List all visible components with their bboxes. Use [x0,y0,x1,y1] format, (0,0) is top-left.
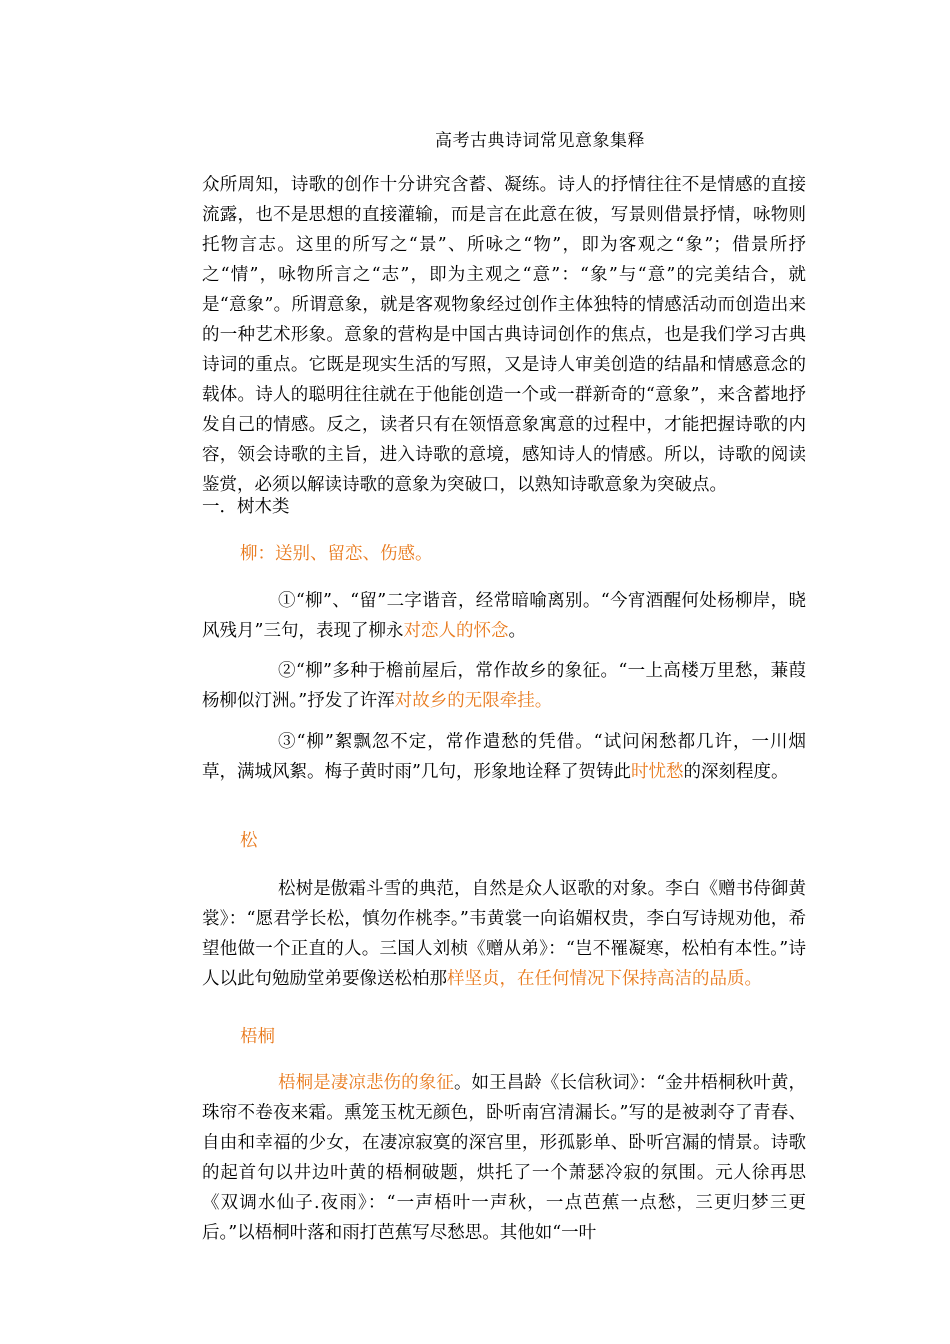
liu-p3-end: 的深刻程度。 [683,762,789,782]
liu-p3-text: ③“柳”絮飘忽不定，常作遣愁的凭借。“试问闲愁都几许，一川烟草，满城风絮。梅子黄时雨”几句，形象地诠释了贺铸此 [202,732,806,782]
song-text: 松树是傲霜斗雪的典范，自然是众人讴歌的对象。李白《赠书侍御黄裳》：“愿君学长松，慎勿作桃李。”韦黄裳一向谄媚权贵，李白写诗规劝他，希望他做一个正直的人。三国人刘桢《赠从弟》：“岂不罹凝寒，松柏有本性。”诗人以此句勉励堂弟要像送松柏那 [202,879,806,989]
liu-paragraph-2 [202,656,806,716]
liu-p1-text: ①“柳”、“留”二字谐音，经常暗喻离别。“今宵酒醒何处杨柳岸，晓风残月”三句，表现了柳永 [202,591,806,641]
wutong-paragraph [202,1068,806,1248]
section-heading-trees: 一．树木类 [202,497,290,517]
liu-paragraph-3 [202,727,806,787]
liu-p3-highlight: 时忧愁 [630,762,684,782]
liu-heading: 柳：送别、留恋、伤感。 [240,544,433,564]
liu-p1-highlight: 对恋人的怀念 [403,621,509,641]
wutong-heading: 梧桐 [240,1027,275,1047]
liu-p1-end: 。 [508,621,526,641]
song-highlight: 样坚贞，在任何情况下保持高洁的品质。 [447,969,762,989]
liu-paragraph-1 [202,586,806,646]
liu-p2-highlight: 对故乡的无限牵挂。 [394,691,553,711]
intro-paragraph: 众所周知，诗歌的创作十分讲究含蓄、凝练。诗人的抒情往往不是情感的直接流露，也不是思想的直接灌输，而是言在此意在彼，写景则借景抒情，咏物则托物言志。这里的所写之“景”、所咏之“物”，即为客观之“象”；借景所抒之“情”，咏物所言之“志”，即为主观之“意”：“象”与“意”的完美结合，就是“意象”。所谓意象，就是客观物象经过创作主体独特的情感活动而创造出来的一种艺术形象。意象的营构是中国古典诗词创作的焦点，也是我们学习古典诗词的重点。它既是现实生活的写照，又是诗人审美创造的结晶和情感意念的载体。诗人的聪明往往就在于他能创造一个或一群新奇的“意象”，来含蓄地抒发自己的情感。反之，读者只有在领悟意象寓意的过程中，才能把握诗歌的内容，领会诗歌的主旨，进入诗歌的意境，感知诗人的情感。所以，诗歌的阅读鉴赏，必须以解读诗歌的意象为突破口，以熟知诗歌意象为突破点。 [202,175,806,495]
page-title: 高考古典诗词常见意象集释 [435,131,645,151]
song-paragraph [202,874,806,994]
wutong-text: 。如王昌龄《长信秋词》：“金井梧桐秋叶黄，珠帘不卷夜来霜。熏笼玉枕无颜色，卧听南宫清漏长。”写的是被剥夺了青春、自由和幸福的少女，在凄凉寂寞的深宫里，形孤影单、卧听宫漏的情景。诗歌的起首句以井边叶黄的梧桐破题，烘托了一个萧瑟冷寂的氛围。元人徐再思《双调水仙子.夜雨》：“一声梧叶一声秋，一点芭蕉一点愁，三更归梦三更后。”以梧桐叶落和雨打芭蕉写尽愁思。其他如“一叶 [202,1073,806,1243]
song-heading: 松 [240,831,258,851]
wutong-highlight: 梧桐是凄凉悲伤的象征 [278,1073,454,1093]
liu-p2-text: ②“柳”多种于檐前屋后，常作故乡的象征。“一上高楼万里愁，蒹葭杨柳似汀洲。”抒发了许浑 [202,661,806,711]
